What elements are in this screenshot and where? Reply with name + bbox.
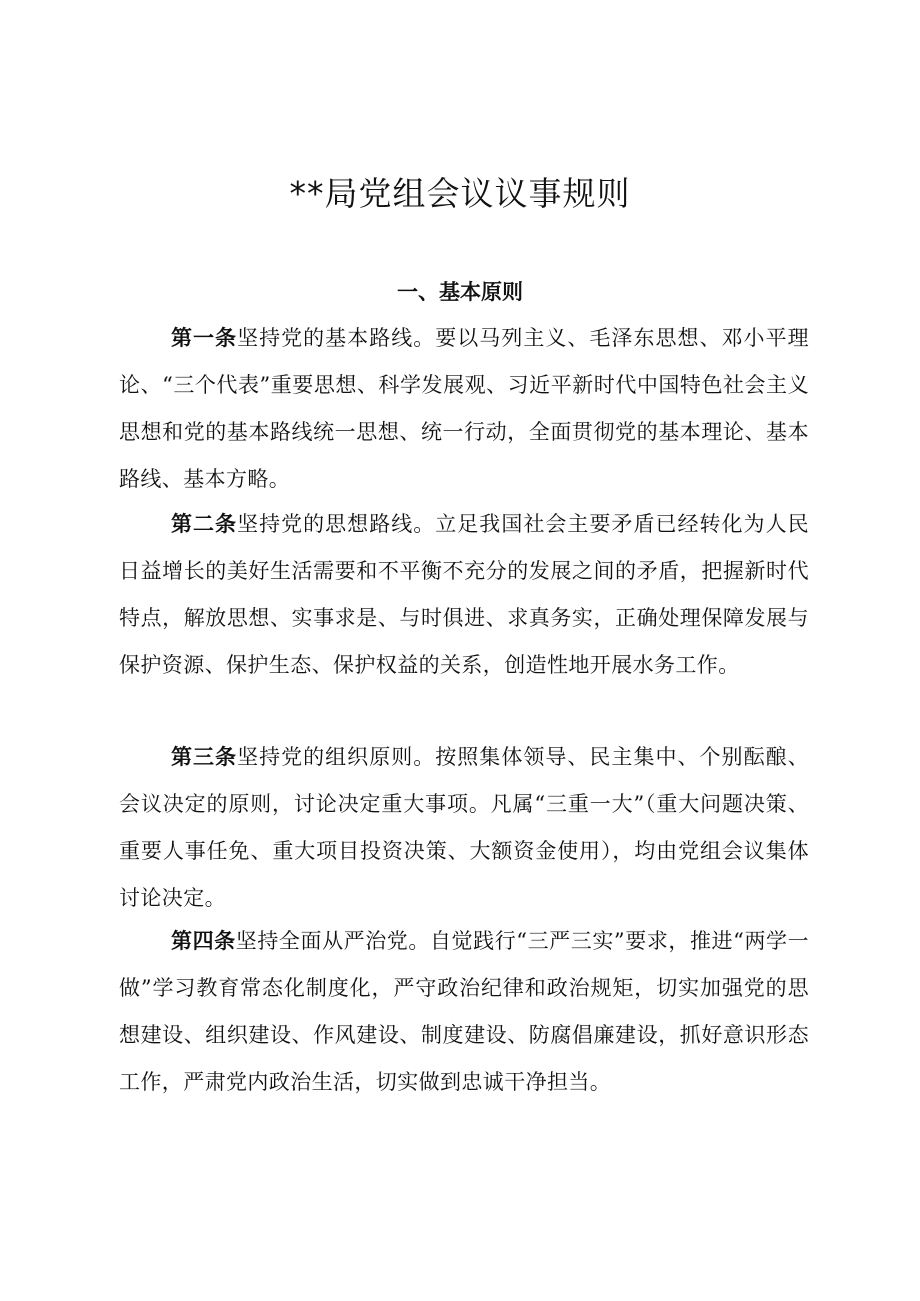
article-1-label: 第一条: [171, 326, 238, 350]
article-1-text: 坚持党的基本路线。要以马列主义、毛泽东思想、邓小平理论、“三个代表”重要思想、科学发展观、习近平新时代中国特色社会主义思想和党的基本路线统一思想、统一行动，全面贯彻党的基本理论、基本路线、基本方略。: [119, 326, 810, 491]
section-heading: 一、基本原则: [397, 280, 523, 304]
article-2: [119, 501, 809, 689]
article-4-label: 第四条: [171, 929, 236, 953]
article-4: [119, 918, 809, 1106]
article-3-text: 坚持党的组织原则。按照集体领导、民主集中、个别酝酿、会议决定的原则，讨论决定重大事项。凡属“三重一大”（重大问题决策、重要人事任免、重大项目投资决策、大额资金使用），均由党组会议集体讨论决定。: [119, 745, 810, 910]
article-2-text: 坚持党的思想路线。立足我国社会主要矛盾已经转化为人民日益增长的美好生活需要和不平衡不充分的发展之间的矛盾，把握新时代特点，解放思想、实事求是、与时俱进、求真务实，正确处理保障发展与保护资源、保护生态、保护权益的关系，创造性地开展水务工作。: [119, 512, 810, 677]
article-3: [119, 734, 809, 922]
article-2-label: 第二条: [171, 512, 238, 536]
article-1: [119, 315, 809, 503]
document-title: **局党组会议议事规则: [289, 174, 631, 213]
article-3-label: 第三条: [171, 745, 238, 769]
article-4-text: 坚持全面从严治党。自觉践行“三严三实”要求，推进“两学一做”学习教育常态化制度化，严守政治纪律和政治规矩，切实加强党的思想建设、组织建设、作风建设、制度建设、防腐倡廉建设，抓好意识形态工作，严肃党内政治生活，切实做到忠诚干净担当。: [119, 929, 810, 1094]
